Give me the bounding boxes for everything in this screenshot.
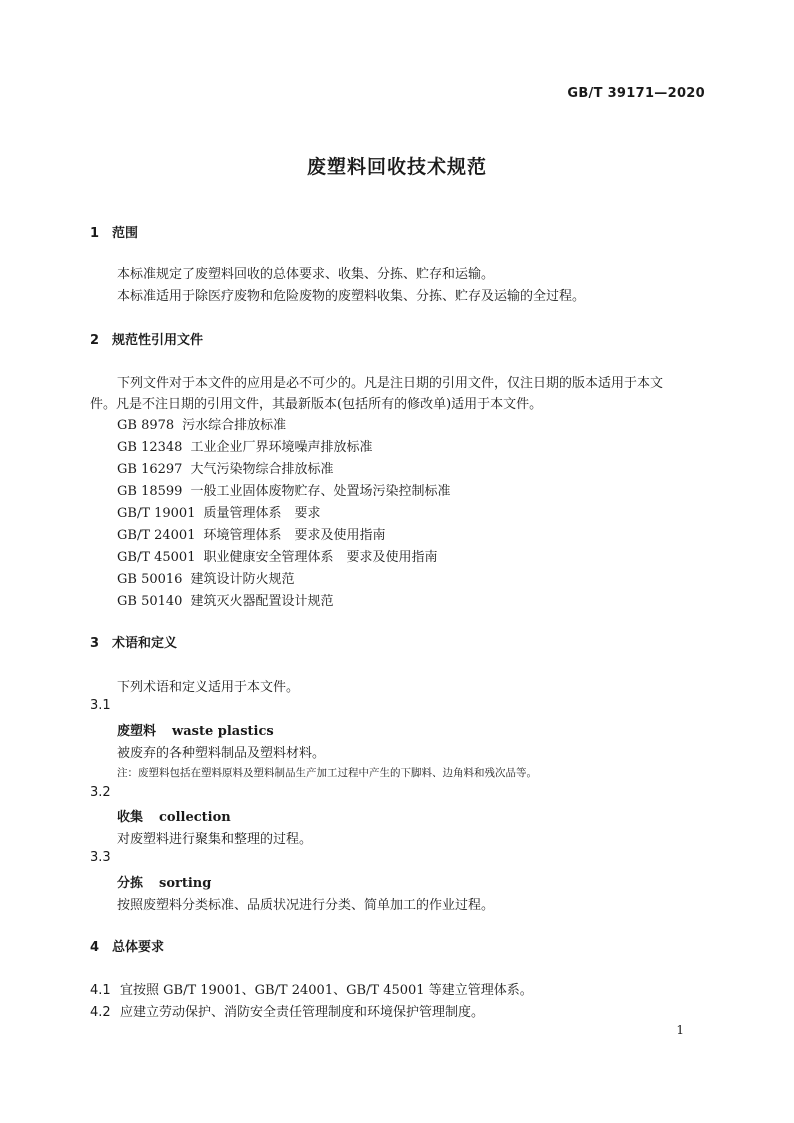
page-number: 1 xyxy=(676,1023,684,1037)
section-2-heading xyxy=(90,329,203,348)
reference-code: GB 18599 xyxy=(117,484,183,499)
reference-item xyxy=(117,414,286,433)
term-en: collection xyxy=(159,810,231,825)
term-heading xyxy=(117,872,211,891)
section-3-heading xyxy=(90,632,177,651)
reference-code: GB/T 45001 xyxy=(117,550,196,565)
reference-name: 一般工业固体废物贮存、处置场污染控制标准 xyxy=(190,484,451,499)
section-title: 范围 xyxy=(112,226,139,241)
term-definition: 被废弃的各种塑料制品及塑料材料。 xyxy=(117,746,326,761)
reference-name: 质量管理体系 要求 xyxy=(203,506,321,521)
reference-item xyxy=(117,502,321,521)
term-en: sorting xyxy=(159,876,212,891)
requirement-text: 宜按照 GB/T 19001、GB/T 24001、GB/T 45001 等建立管理体系。 xyxy=(120,983,533,998)
reference-item xyxy=(117,480,450,499)
reference-code: GB 50140 xyxy=(117,594,183,609)
term-zh: 废塑料 xyxy=(117,724,157,739)
reference-name: 建筑设计防火规范 xyxy=(190,572,295,587)
section-4-heading xyxy=(90,936,164,955)
term-heading xyxy=(117,720,274,739)
section-title: 术语和定义 xyxy=(112,636,178,651)
reference-name: 建筑灭火器配置设计规范 xyxy=(190,594,334,609)
term-heading xyxy=(117,806,231,825)
section-number: 2 xyxy=(90,333,100,348)
reference-code: GB 16297 xyxy=(117,462,183,477)
term-zh: 收集 xyxy=(117,810,144,825)
section-number: 4 xyxy=(90,940,100,955)
paragraph: 下列术语和定义适用于本文件。 xyxy=(117,680,300,695)
term-number: 3.1 xyxy=(90,698,111,713)
requirement-number: 4.1 xyxy=(90,983,111,998)
requirement-item xyxy=(90,1001,484,1020)
section-title: 规范性引用文件 xyxy=(112,333,204,348)
reference-item xyxy=(117,546,438,565)
reference-name: 大气污染物综合排放标准 xyxy=(190,462,334,477)
reference-item xyxy=(117,458,333,477)
paragraph: 本标准适用于除医疗废物和危险废物的废塑料收集、分拣、贮存及运输的全过程。 xyxy=(117,289,586,304)
paragraph: 下列文件对于本文件的应用是必不可少的。凡是注日期的引用文件，仅注日期的版本适用于本文 xyxy=(117,376,664,391)
reference-code: GB 12348 xyxy=(117,440,183,455)
term-note: 注：废塑料包括在塑料原料及塑料制品生产加工过程中产生的下脚料、边角料和残次品等。 xyxy=(117,767,537,779)
section-title: 总体要求 xyxy=(112,940,165,955)
reference-name: 环境管理体系 要求及使用指南 xyxy=(203,528,386,543)
section-number: 1 xyxy=(90,226,100,241)
reference-name: 职业健康安全管理体系 要求及使用指南 xyxy=(203,550,438,565)
document-title: 废塑料回收技术规范 xyxy=(306,156,487,178)
requirement-item xyxy=(90,979,533,998)
reference-code: GB/T 24001 xyxy=(117,528,196,543)
reference-item xyxy=(117,590,333,609)
requirement-number: 4.2 xyxy=(90,1005,111,1020)
reference-item xyxy=(117,436,372,455)
reference-code: GB 50016 xyxy=(117,572,183,587)
reference-item xyxy=(117,524,386,543)
term-number: 3.2 xyxy=(90,785,111,800)
reference-item xyxy=(117,568,294,587)
reference-code: GB/T 19001 xyxy=(117,506,196,521)
section-number: 3 xyxy=(90,636,100,651)
term-en: waste plastics xyxy=(172,724,274,739)
paragraph: 本标准规定了废塑料回收的总体要求、收集、分拣、贮存和运输。 xyxy=(117,267,495,282)
standard-code: GB/T 39171—2020 xyxy=(567,86,705,101)
reference-code: GB 8978 xyxy=(117,418,175,433)
term-definition: 对废塑料进行聚集和整理的过程。 xyxy=(117,832,313,847)
term-zh: 分拣 xyxy=(117,876,144,891)
term-number: 3.3 xyxy=(90,850,111,865)
requirement-text: 应建立劳动保护、消防安全责任管理制度和环境保护管理制度。 xyxy=(120,1005,485,1020)
paragraph: 件。凡是不注日期的引用文件，其最新版本(包括所有的修改单)适用于本文件。 xyxy=(90,397,543,412)
reference-name: 污水综合排放标准 xyxy=(182,418,287,433)
reference-name: 工业企业厂界环境噪声排放标准 xyxy=(190,440,373,455)
section-1-heading xyxy=(90,222,138,241)
term-definition: 按照废塑料分类标准、品质状况进行分类、简单加工的作业过程。 xyxy=(117,898,495,913)
